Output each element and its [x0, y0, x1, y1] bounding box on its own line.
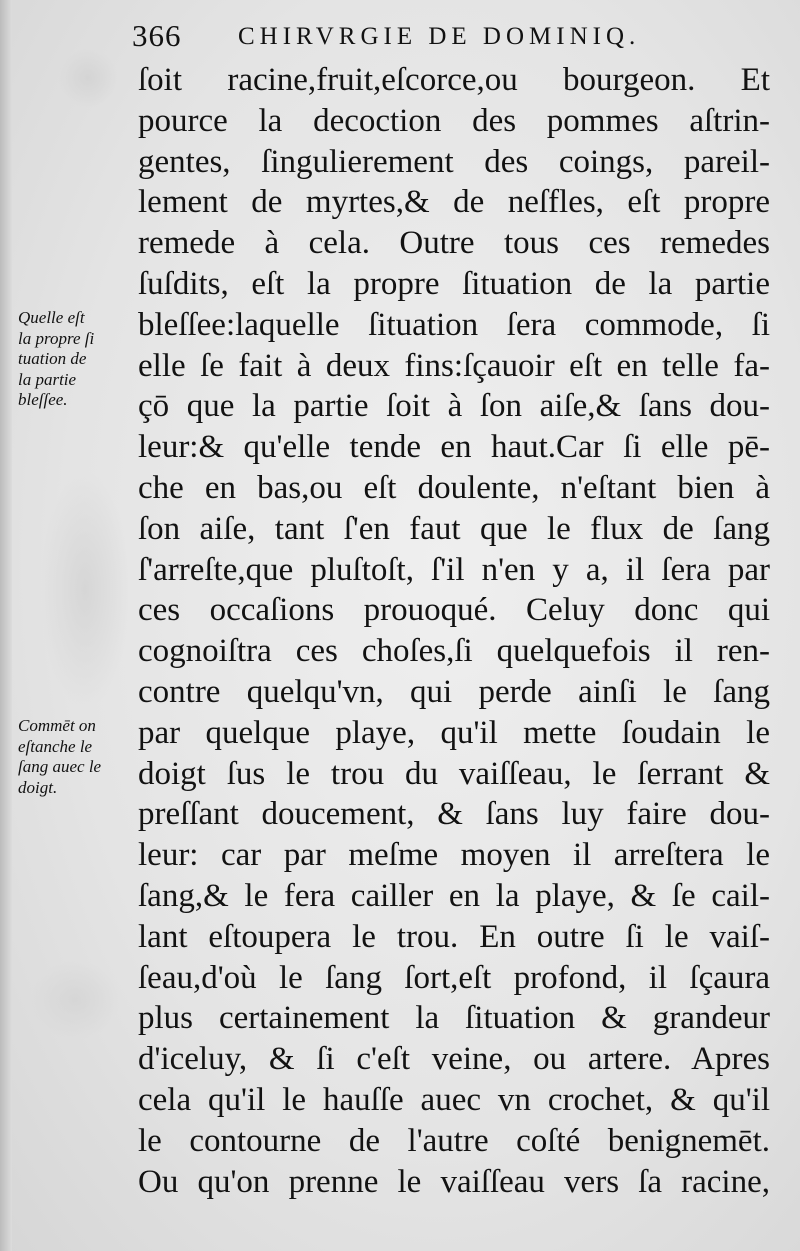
- margin-note-line: eſtanche le: [18, 736, 93, 756]
- text-line: d'iceluy, & ſi c'eſt veine, ou artere. Apres: [138, 1041, 770, 1078]
- text-line: ſuſdits, eſt la propre ſituation de la partie: [138, 265, 770, 302]
- text-line: çō que la partie ſoit à ſon aiſe,& ſans dou-: [138, 388, 770, 425]
- text-line: remede à cela. Outre tous ces remedes: [138, 225, 770, 262]
- margin-note-line: Quelle eſt: [18, 308, 85, 327]
- text-line: ſoit racine,fruit,eſcorce,ou bourgeon. Et: [138, 62, 770, 98]
- page-gutter: [0, 0, 12, 1251]
- margin-note-line: ſang auec le: [18, 757, 102, 776]
- margin-note-line: la propre ſi: [18, 328, 95, 348]
- text-line: doigt ſus le trou du vaiſſeau, le ſerrant &: [138, 755, 770, 792]
- text-line: ces occaſions prouoqué. Celuy donc qui: [138, 592, 770, 629]
- margin-note-line: doigt.: [18, 777, 58, 797]
- text-line: plus certainement la ſituation & grandeur: [138, 1000, 770, 1037]
- margin-note-line: bleſſee.: [18, 390, 68, 409]
- text-line: leur:& qu'elle tende en haut.Car ſi elle pē-: [138, 429, 770, 466]
- text-line: le contourne de l'autre coſté benignemēt.: [138, 1122, 770, 1159]
- show-through-smudge: [58, 48, 118, 108]
- text-line: preſſant doucement, & ſans luy faire dou-: [138, 796, 770, 833]
- text-line: elle ſe fait à deux fins:ſçauoir eſt en telle fa-: [138, 347, 770, 384]
- text-line: cela qu'il le hauſſe auec vn crochet, & qu'il: [138, 1081, 770, 1118]
- text-line: ſon aiſe, tant ſ'en faut que le flux de ſang: [138, 510, 770, 547]
- page-header: [132, 14, 772, 56]
- text-line: lant eſtoupera le trou. En outre ſi le vaiſ-: [138, 918, 770, 955]
- running-title: CHIRVRGIE DE DOMINIQ.: [238, 23, 641, 50]
- margin-note-line: tuation de: [18, 349, 87, 368]
- show-through-smudge: [40, 470, 130, 710]
- margin-note-situation: [18, 308, 134, 411]
- text-line: cognoiſtra ces choſes,ſi quelquefois il ren-: [138, 633, 770, 670]
- margin-note-line: la partie: [18, 369, 77, 389]
- margin-note-doigt: [18, 716, 134, 798]
- show-through-smudge: [30, 960, 120, 1040]
- text-line: gentes, ſingulierement des coings, pareil-: [138, 143, 770, 180]
- text-line: lement de myrtes,& de neſfles, eſt propre: [138, 184, 770, 221]
- text-line: Ou qu'on prenne le vaiſſeau vers ſa racine,: [138, 1163, 770, 1200]
- margin-note-line: Commēt on: [18, 716, 96, 735]
- text-line: pource la decoction des pommes aſtrin-: [138, 102, 770, 139]
- text-line: leur: car par meſme moyen il arreſtera le: [138, 837, 770, 874]
- body-text: [138, 60, 770, 1202]
- text-line: par quelque playe, qu'il mette ſoudain le: [138, 714, 770, 751]
- text-line: ſeau,d'où le ſang ſort,eſt profond, il ſçaura: [138, 959, 770, 996]
- text-line: ſang,& le fera cailler en la playe, & ſe cail-: [138, 877, 770, 914]
- page-number: 366: [132, 18, 182, 53]
- text-line: bleſſee:laquelle ſituation ſera commode, ſi: [138, 306, 770, 343]
- text-line: contre quelqu'vn, qui perde ainſi le ſang: [138, 673, 770, 710]
- text-line: che en bas,ou eſt doulente, n'eſtant bien à: [138, 469, 770, 506]
- text-line: ſ'arreſte,que pluſtoſt, ſ'il n'en y a, il ſera par: [138, 551, 770, 588]
